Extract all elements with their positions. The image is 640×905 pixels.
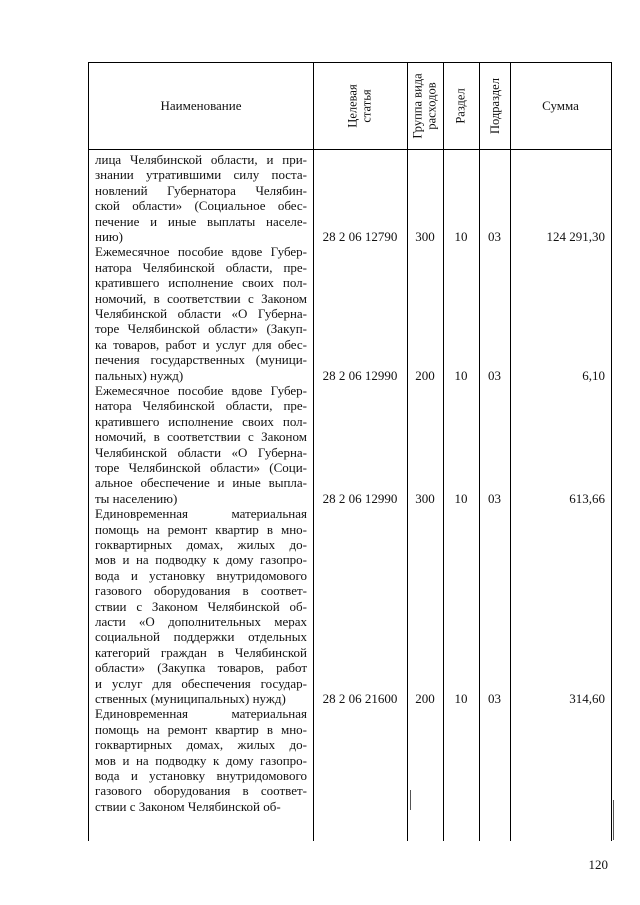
- row-name-line: мов и на подводку к дому газопро-: [95, 752, 307, 768]
- row-target-code: 28 2 06 21600: [322, 690, 398, 706]
- row-name-line: помощь на ремонт квартир в мно-: [95, 521, 307, 537]
- row-name-line: Единовременная материальная: [95, 706, 307, 722]
- row-name-line: ственных (муниципальных) нужд): [95, 691, 286, 707]
- row-name-line: Единовременная материальная: [95, 506, 307, 522]
- row-name-line: ствии с Законом Челябинской об-: [95, 798, 281, 814]
- budget-table: [88, 62, 612, 841]
- row-group-code: 300: [415, 490, 435, 506]
- row-name-line: натора Челябинской области, пре-: [95, 259, 307, 275]
- row-name-line: торе Челябинской области» (Закуп-: [95, 321, 307, 337]
- row-amount: 314,60: [569, 690, 605, 706]
- column-divider: [479, 63, 480, 841]
- row-name-line: кратившего исполнение своих пол-: [95, 413, 307, 429]
- row-name-line: гоквартирных домах, жилых до-: [95, 537, 307, 552]
- row-group-code: 300: [415, 229, 435, 244]
- row-name-line: номочий, в соответствии с Законом: [95, 290, 307, 306]
- row-name-line: печение и иные выплаты населе-: [95, 213, 307, 229]
- row-name-line: альное обеспечение и иные выпла-: [95, 475, 307, 491]
- header-section: Раздел: [453, 88, 468, 124]
- column-divider: [407, 63, 408, 841]
- row-target-code: 28 2 06 12990: [322, 490, 398, 506]
- column-divider: [313, 63, 314, 841]
- row-name-line: газового оборудования в соответ-: [95, 583, 307, 599]
- row-name-line: Челябинской области «О Губерна-: [95, 306, 307, 322]
- header-section-cell: [443, 63, 479, 149]
- row-subsection-code: 03: [488, 690, 501, 706]
- row-section-code: 10: [454, 229, 468, 244]
- row-name-line: пальных) нужд): [95, 367, 184, 383]
- row-name-line: вода и установку внутридомового: [95, 567, 307, 583]
- column-divider: [510, 63, 511, 841]
- row-name-line: и услуг для обеспечения государ-: [95, 675, 307, 691]
- header-amount-cell: [510, 63, 611, 149]
- row-name-line: печения государственных (муници-: [95, 352, 307, 368]
- row-name-line: Ежемесячное пособие вдове Губер-: [95, 244, 307, 260]
- row-group-code: 200: [415, 367, 435, 383]
- row-name-line: натора Челябинской области, пре-: [95, 398, 307, 414]
- scan-artifact-mark: [410, 790, 411, 810]
- row-section-code: 10: [454, 690, 468, 706]
- row-name: [95, 383, 307, 506]
- row-name-line: кратившего исполнение своих пол-: [95, 275, 307, 291]
- row-amount: 613,66: [569, 490, 605, 506]
- header-target: Целевая статья: [346, 84, 374, 128]
- row-name: [95, 706, 307, 814]
- row-name-line: Челябинской области «О Губерна-: [95, 444, 307, 460]
- header-target-cell: [313, 63, 407, 149]
- header-amount: Сумма: [542, 98, 579, 113]
- header-group: Группа вида расходов: [411, 73, 440, 139]
- row-amount: 6,10: [582, 367, 605, 383]
- header-group-cell: [407, 63, 443, 149]
- row-name-line: ласти «О дополнительных мерах: [95, 614, 307, 630]
- row-group-code: 200: [415, 690, 435, 706]
- row-target-code: 28 2 06 12790: [322, 229, 398, 244]
- row-name-line: знании утратившими силу поста-: [95, 167, 307, 183]
- row-name-line: социальной поддержки отдельных: [95, 629, 307, 645]
- row-name-line: помощь на ремонт квартир в мно-: [95, 721, 307, 737]
- row-subsection-code: 03: [488, 367, 501, 383]
- column-divider: [443, 63, 444, 841]
- row-name-line: лица Челябинской области, и при-: [95, 152, 307, 167]
- row-section-code: 10: [454, 490, 468, 506]
- row-name-line: нию): [95, 229, 123, 245]
- page-number: 120: [588, 857, 608, 872]
- row-name: [95, 244, 307, 383]
- row-name-line: новлений Губернатора Челябин-: [95, 182, 307, 198]
- header-subsection-cell: [479, 63, 510, 149]
- row-name-line: ствии с Законом Челябинской об-: [95, 598, 307, 614]
- row-name-line: области» (Закупка товаров, работ: [95, 660, 307, 676]
- row-subsection-code: 03: [488, 490, 501, 506]
- row-name-line: Ежемесячное пособие вдове Губер-: [95, 383, 307, 398]
- row-subsection-code: 03: [488, 229, 501, 244]
- scan-margin-mark: [613, 800, 614, 840]
- row-name-line: гоквартирных домах, жилых до-: [95, 737, 307, 753]
- header-divider: [89, 149, 611, 150]
- row-name-line: мов и на подводку к дому газопро-: [95, 552, 307, 568]
- row-target-code: 28 2 06 12990: [322, 367, 398, 383]
- row-name-line: номочий, в соответствии с Законом: [95, 429, 307, 445]
- row-name: [95, 506, 307, 706]
- row-name-line: категорий граждан в Челябинской: [95, 644, 307, 660]
- row-name-line: ка товаров, работ и услуг для обес-: [95, 336, 307, 352]
- row-name: [95, 152, 307, 244]
- row-name-line: торе Челябинской области» (Соци-: [95, 460, 307, 476]
- row-name-line: ской области» (Социальное обес-: [95, 198, 307, 214]
- row-section-code: 10: [454, 367, 468, 383]
- row-name-line: газового оборудования в соответ-: [95, 783, 307, 799]
- header-name: Наименование: [160, 98, 242, 113]
- header-name-cell: [89, 63, 313, 149]
- row-name-line: вода и установку внутридомового: [95, 768, 307, 784]
- row-name-line: ты населению): [95, 490, 178, 506]
- header-subsection: Подраздел: [487, 78, 502, 134]
- row-amount: 124 291,30: [546, 229, 605, 244]
